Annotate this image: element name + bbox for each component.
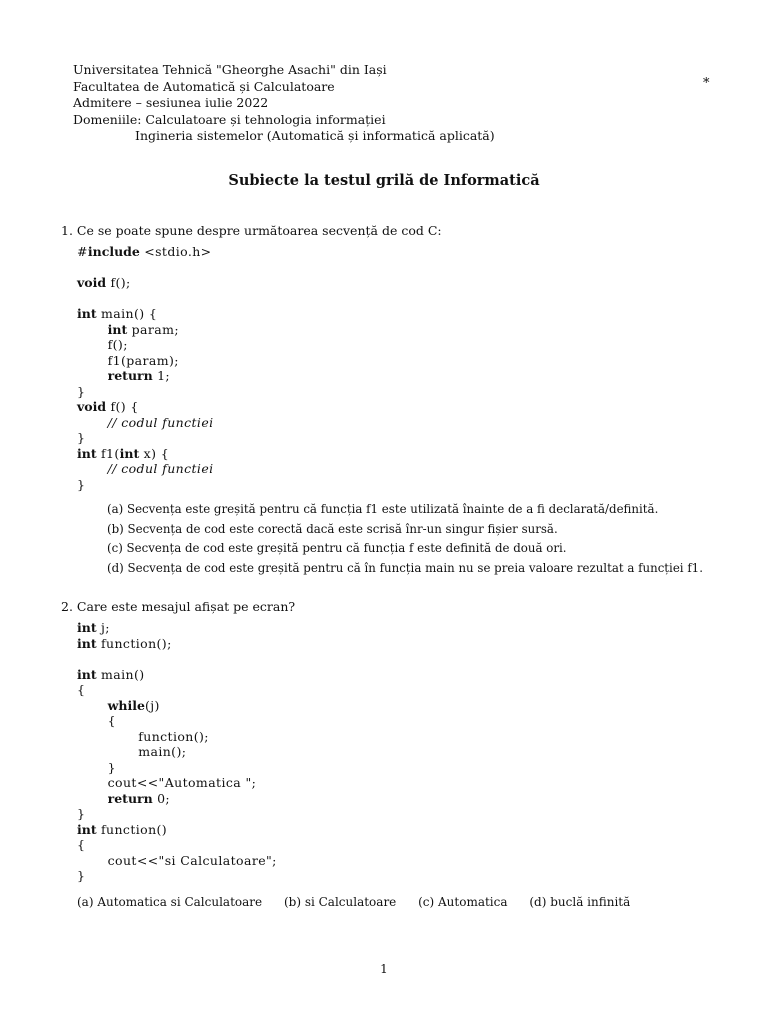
header-domain-2: Ingineria sistemelor (Automatică și informatică aplicată) <box>135 128 495 143</box>
page-number: 1 <box>380 962 388 976</box>
question-1-options <box>107 500 703 578</box>
question-1-option-c[interactable]: (c) Secvența de cod este greșită pentru că funcția f este definită de două ori. <box>107 541 567 555</box>
question-1-code: #include <stdio.h> void f(); int main() { int param; f(); f1(param); return 1; } void f() { // codul functiei } int f1(int x) { // codul functiei } <box>77 244 214 492</box>
question-1-text: 1. Ce se poate spune despre următoarea secvență de cod C: <box>61 223 442 238</box>
question-2-option-b[interactable]: (b) si Calculatoare <box>283 895 397 909</box>
page-title: Subiecte la testul grilă de Informatică <box>228 172 540 189</box>
question-2-option-a[interactable]: (a) Automatica si Calculatoare <box>77 895 263 909</box>
header-university: Universitatea Tehnică "Gheorghe Asachi" din Iași <box>73 62 387 77</box>
question-2-code: int j; int function(); int main() { while(j) { function(); main(); } cout<<"Automatica "; return 0; } int function() { cout<<"si Calculatoare"; } <box>77 620 277 883</box>
header-block <box>73 62 495 145</box>
question-2-text: 2. Care este mesajul afișat pe ecran? <box>61 599 296 614</box>
question-2-option-c[interactable]: (c) Automatica <box>418 895 508 909</box>
header-domain-1: Domeniile: Calculatoare și tehnologia informației <box>73 111 386 127</box>
header-session: Admitere – sesiunea iulie 2022 <box>73 95 269 110</box>
question-2-option-d[interactable]: (d) buclă infinită <box>529 895 631 909</box>
question-1-option-a[interactable]: (a) Secvența este greșită pentru că funcția f1 este utilizată înainte de a fi declarată/definită. <box>107 502 659 516</box>
question-1-option-d[interactable]: (d) Secvența de cod este greșită pentru că în funcția main nu se preia valoare rezultat a funcției f1. <box>107 560 703 575</box>
header-faculty: Facultatea de Automatică și Calculatoare <box>73 78 335 94</box>
question-1-option-b[interactable]: (b) Secvența de cod este corectă dacă este scrisă înr-un singur fișier sursă. <box>107 521 558 536</box>
question-2-options <box>77 895 648 909</box>
star-mark: * <box>703 76 710 91</box>
